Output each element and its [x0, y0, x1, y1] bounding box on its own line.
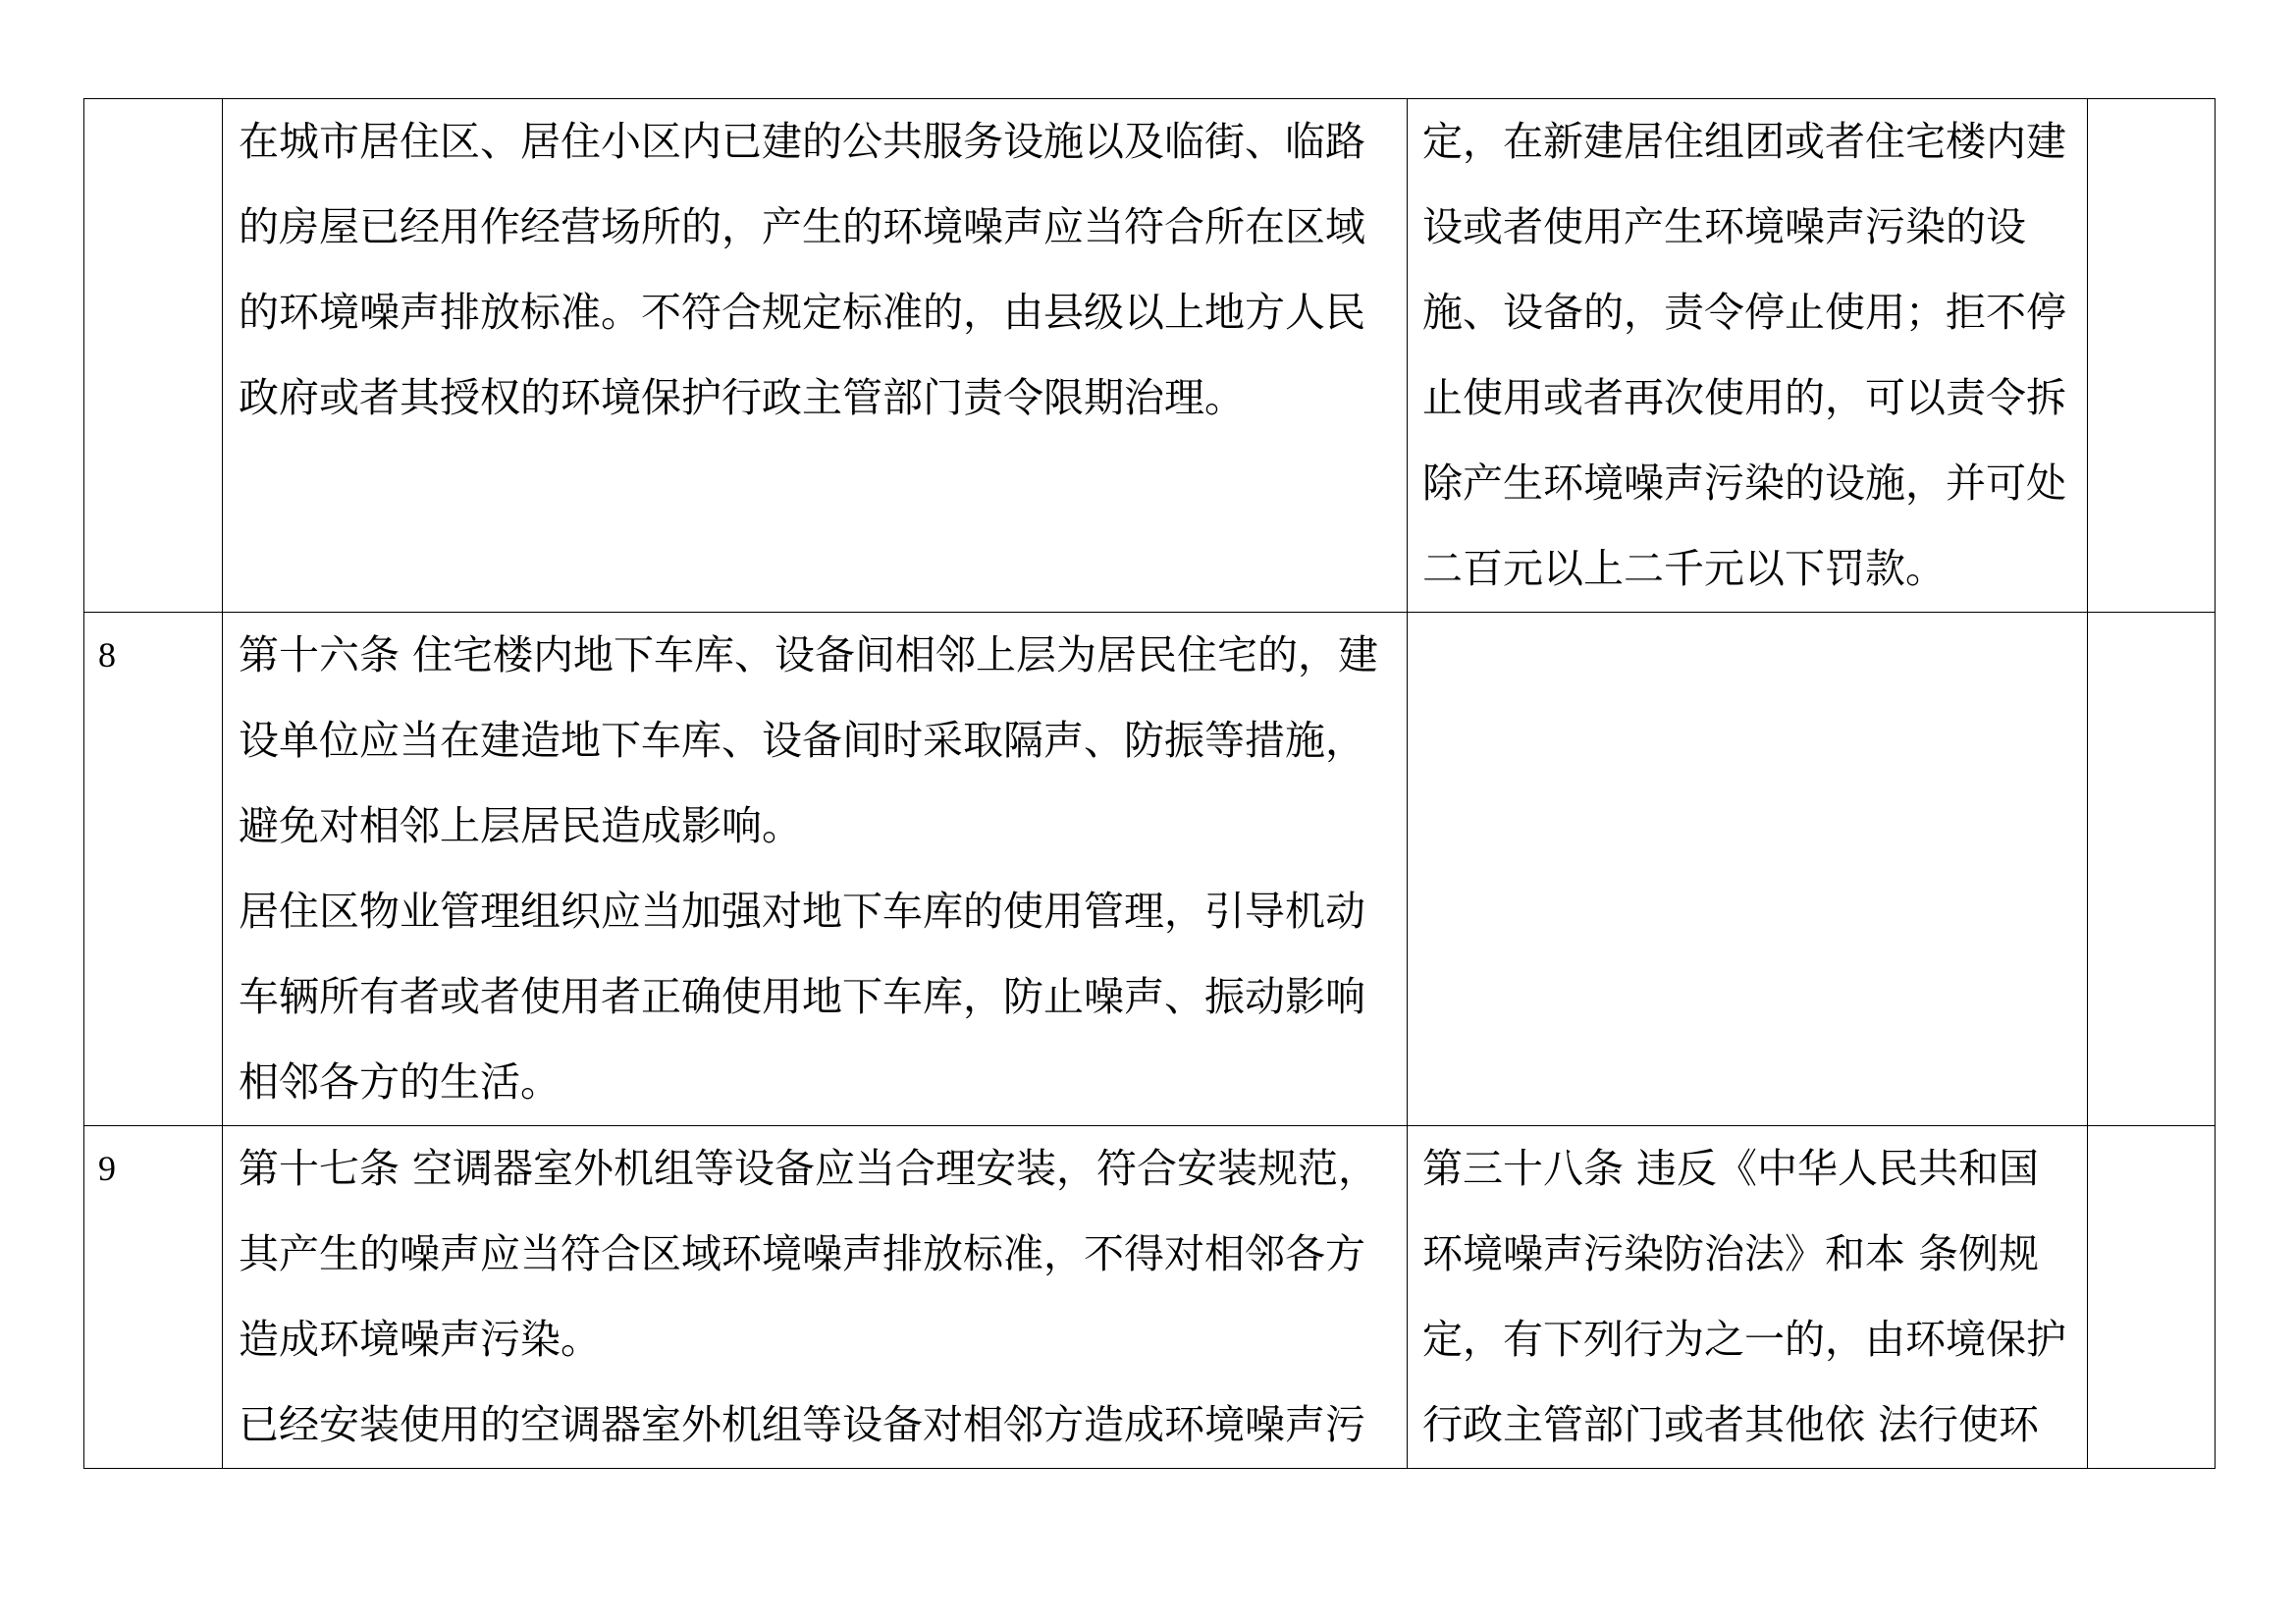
row-number-cell — [84, 613, 223, 1126]
clause-cell — [223, 1126, 1408, 1469]
penalty-cell — [1408, 99, 2088, 613]
clause-paragraph: 已经安装使用的空调器室外机组等设备对相邻方造成环境噪声污 — [239, 1401, 1365, 1448]
table-row — [84, 613, 2216, 1126]
penalty-paragraph: 定，在新建居住组团或者住宅楼内建设或者使用产生环境噪声污染的设施、设备的，责令停止使用；拒不停止使用或者再次使用的，可以责令拆除产生环境噪声污染的设施，并可处二百元以上二千元以下罚款。 — [1422, 118, 2066, 592]
row-number-cell — [84, 99, 223, 613]
table-row — [84, 1126, 2216, 1469]
penalty-cell — [1408, 1126, 2088, 1469]
row-number: 8 — [98, 635, 116, 675]
note-cell — [2088, 613, 2216, 1126]
row-number-cell — [84, 1126, 223, 1469]
clause-cell — [223, 99, 1408, 613]
regulation-comparison-table — [83, 98, 2216, 1469]
penalty-cell — [1408, 613, 2088, 1126]
row-number: 9 — [98, 1149, 116, 1188]
clause-paragraph: 第十六条 住宅楼内地下车库、设备间相邻上层为居民住宅的，建设单位应当在建造地下车库、设备间时采取隔声、防振等措施，避免对相邻上层居民造成影响。 — [239, 631, 1379, 849]
penalty-paragraph: 第三十八条 违反《中华人民共和国环境噪声污染防治法》和本 条例规定，有下列行为之一的，由环境保护行政主管部门或者其他依 法行使环 — [1422, 1145, 2066, 1448]
note-cell — [2088, 1126, 2216, 1469]
clause-paragraph: 在城市居住区、居住小区内已建的公共服务设施以及临街、临路的房屋已经用作经营场所的，产生的环境噪声应当符合所在区域的环境噪声排放标准。不符合规定标准的，由县级以上地方人民政府或者其授权的环境保护行政主管部门责令限期治理。 — [239, 118, 1365, 421]
note-cell — [2088, 99, 2216, 613]
clause-cell — [223, 613, 1408, 1126]
table-row — [84, 99, 2216, 613]
clause-paragraph: 第十七条 空调器室外机组等设备应当合理安装，符合安装规范，其产生的噪声应当符合区域环境噪声排放标准，不得对相邻各方造成环境噪声污染。 — [239, 1145, 1379, 1363]
clause-paragraph: 居住区物业管理组织应当加强对地下车库的使用管理，引导机动车辆所有者或者使用者正确使用地下车库，防止噪声、振动影响相邻各方的生活。 — [239, 888, 1365, 1106]
